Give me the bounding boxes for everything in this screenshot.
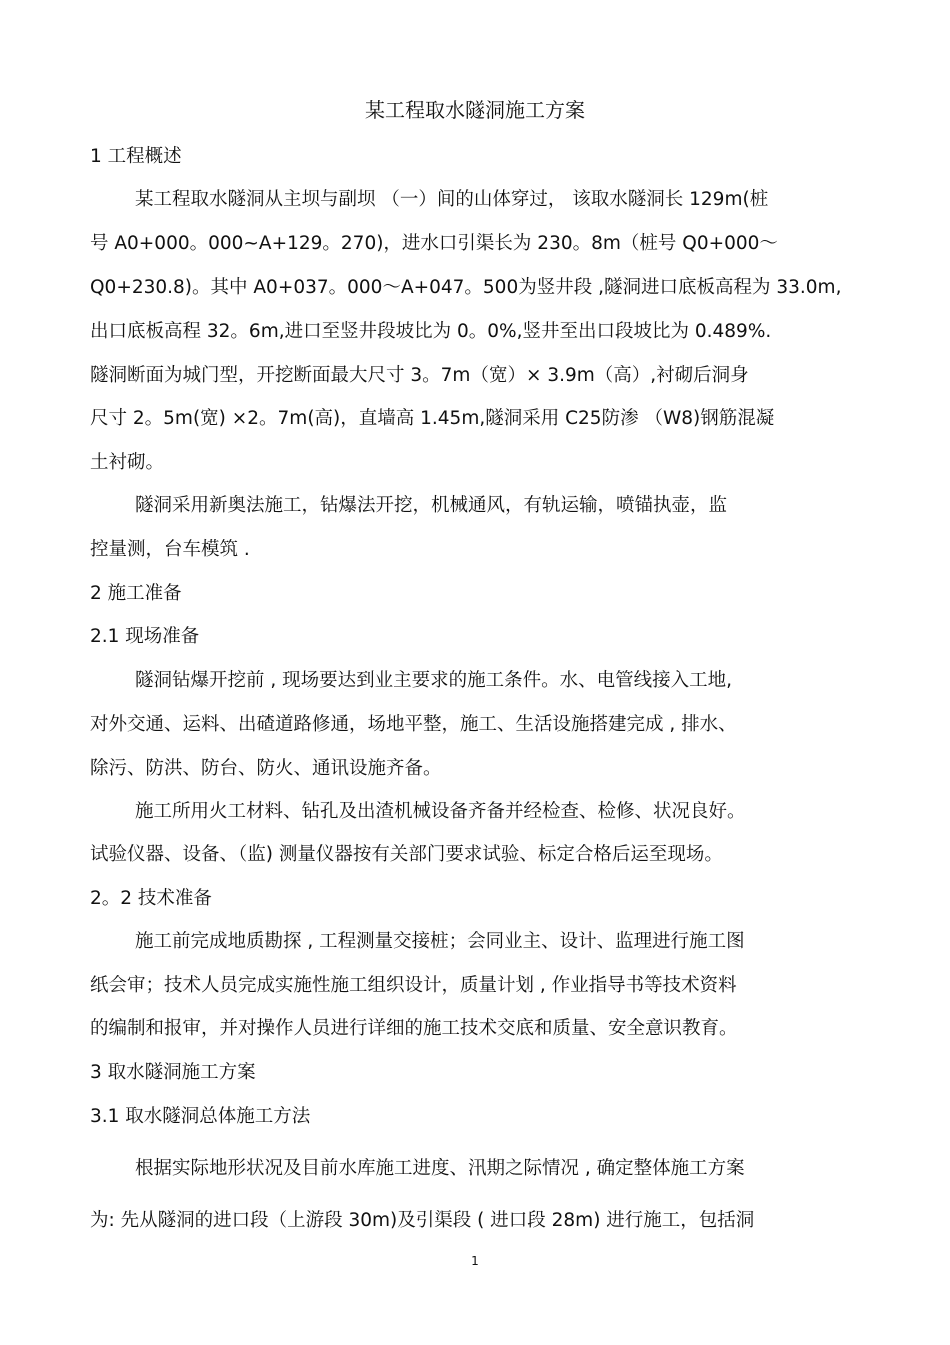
paragraph-line: 纸会审；技术人员完成实施性施工组织设计，质量计划 , 作业指导书等技术资料 [90, 975, 737, 996]
paragraph-line: 试验仪器、设备、（监) 测量仪器按有关部门要求试验、标定合格后运至现场。 [90, 844, 723, 865]
heading-3: 3 取水隧洞施工方案 [90, 1062, 256, 1083]
paragraph-line: Q0+230.8)。其中 A0+037。000～A+047。500为竖井段 ,隧洞进口底板高程为 33.0m, [90, 277, 842, 298]
heading-2: 2 施工准备 [90, 583, 182, 604]
paragraph-line: 隧洞采用新奥法施工，钻爆法开挖，机械通风，有轨运输，喷锚执壶，监 [135, 495, 728, 516]
paragraph-line: 为: 先从隧洞的进口段（上游段 30m)及引渠段 ( 进口段 28m) 进行施工，包括洞 [90, 1210, 755, 1231]
paragraph-line: 的编制和报审，并对操作人员进行详细的施工技术交底和质量、安全意识教育。 [90, 1018, 738, 1039]
paragraph-line: 某工程取水隧洞从主坝与副坝 （一）间的山体穿过， 该取水隧洞长 129m(桩 [135, 189, 769, 210]
heading-2-1: 2.1 现场准备 [90, 626, 200, 647]
paragraph-line: 隧洞断面为城门型，开挖断面最大尺寸 3。7m（宽）× 3.9m（高）,衬砌后洞身 [90, 365, 749, 386]
heading-1: 1 工程概述 [90, 146, 182, 167]
page-number: 1 [471, 1254, 479, 1268]
paragraph-line: 根据实际地形状况及目前水库施工进度、汛期之际情况 , 确定整体施工方案 [135, 1158, 745, 1179]
paragraph-line: 施工所用火工材料、钻孔及出渣机械设备齐备并经检查、检修、状况良好。 [135, 801, 746, 822]
paragraph-line: 对外交通、运料、出碴道路修通，场地平整，施工、生活设施搭建完成 , 排水、 [90, 714, 737, 735]
paragraph-line: 号 A0+000。000~A+129。270)，进水口引渠长为 230。8m（桩号 Q0+000～ [90, 233, 778, 254]
paragraph-line: 尺寸 2。5m(宽) ×2。7m(高)，直墙高 1.45m,隧洞采用 C25防渗 （W8)钢筋混凝 [90, 408, 775, 429]
document-title: 某工程取水隧洞施工方案 [365, 98, 585, 122]
paragraph-line: 土衬砌。 [90, 452, 165, 473]
paragraph-line: 隧洞钻爆开挖前 , 现场要达到业主要求的施工条件。水、电管线接入工地, [135, 670, 733, 691]
heading-3-1: 3.1 取水隧洞总体施工方法 [90, 1106, 311, 1127]
paragraph-line: 施工前完成地质勘探 , 工程测量交接桩；会同业主、设计、监理进行施工图 [135, 931, 745, 952]
paragraph-line: 控量测，台车模筑 . [90, 539, 250, 560]
paragraph-line: 出口底板高程 32。6m,进口至竖井段坡比为 0。0%,竖井至出口段坡比为 0.489%. [90, 321, 772, 342]
heading-2-2: 2。2 技术准备 [90, 888, 212, 909]
paragraph-line: 除污、防洪、防台、防火、通讯设施齐备。 [90, 758, 442, 779]
